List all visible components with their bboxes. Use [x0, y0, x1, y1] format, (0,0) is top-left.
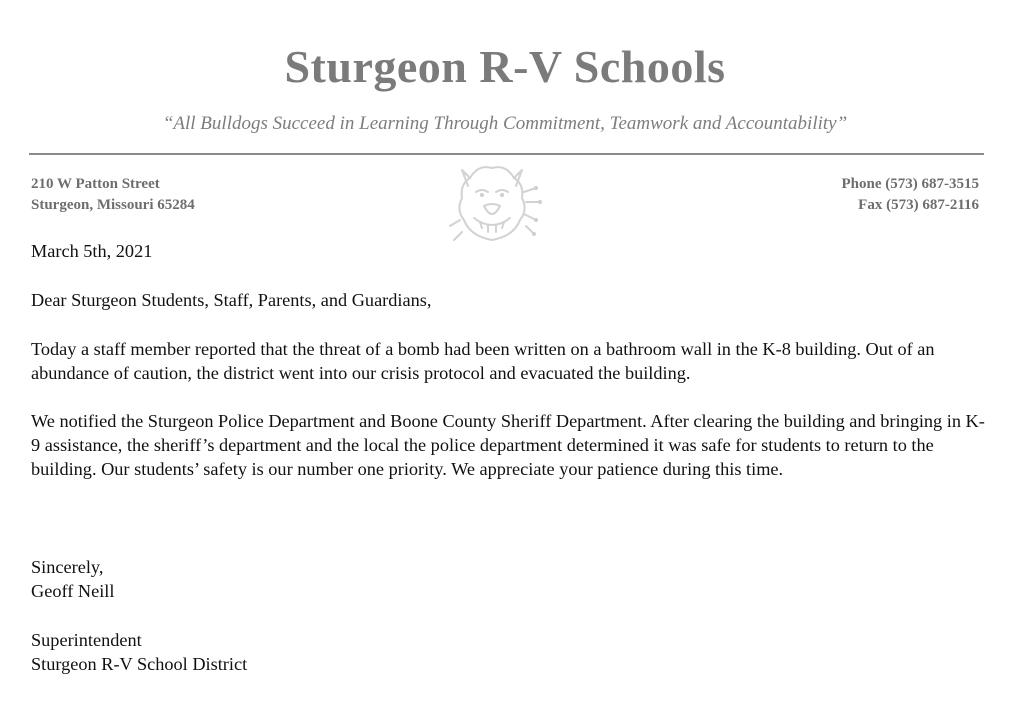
bulldog-icon: [440, 158, 544, 248]
contact-block: [842, 174, 980, 216]
address-street: 210 W Patton Street: [31, 176, 160, 192]
letter-greeting: Dear Sturgeon Students, Staff, Parents, and Guardians,: [31, 290, 432, 310]
address-block: [31, 174, 195, 216]
signer-organization: Sturgeon R-V School District: [31, 654, 248, 674]
signer-title: Superintendent: [31, 630, 142, 650]
letter-closing: [31, 555, 991, 603]
address-city: Sturgeon, Missouri 65284: [31, 197, 195, 213]
school-title: Sturgeon R-V Schools: [284, 41, 726, 92]
phone-number: Phone (573) 687-3515: [841, 176, 979, 192]
header-divider: [29, 153, 984, 155]
closing-salutation: Sincerely,: [31, 557, 104, 577]
signer-name: Geoff Neill: [31, 581, 115, 601]
signer-block: [31, 628, 991, 676]
fax-number: Fax (573) 687-2116: [858, 197, 979, 213]
letter-paragraph-2: We notified the Sturgeon Police Department and Boone County Sheriff Department. After clearing the building and bringing in K-9 assistance, the sheriff’s department and the local the police department determined it was safe for students to return to the building. Our students’ safety is our number one priority. We appreciate your patience during this time.: [31, 411, 985, 479]
letter-paragraph-1: Today a staff member reported that the threat of a bomb had been written on a bathroom wall in the K-8 building. Out of an abundance of caution, the district went into our crisis protocol and evacuated the building.: [31, 339, 935, 383]
school-motto: “All Bulldogs Succeed in Learning Through Commitment, Teamwork and Accountability”: [162, 113, 848, 134]
letter-date: March 5th, 2021: [31, 241, 153, 261]
